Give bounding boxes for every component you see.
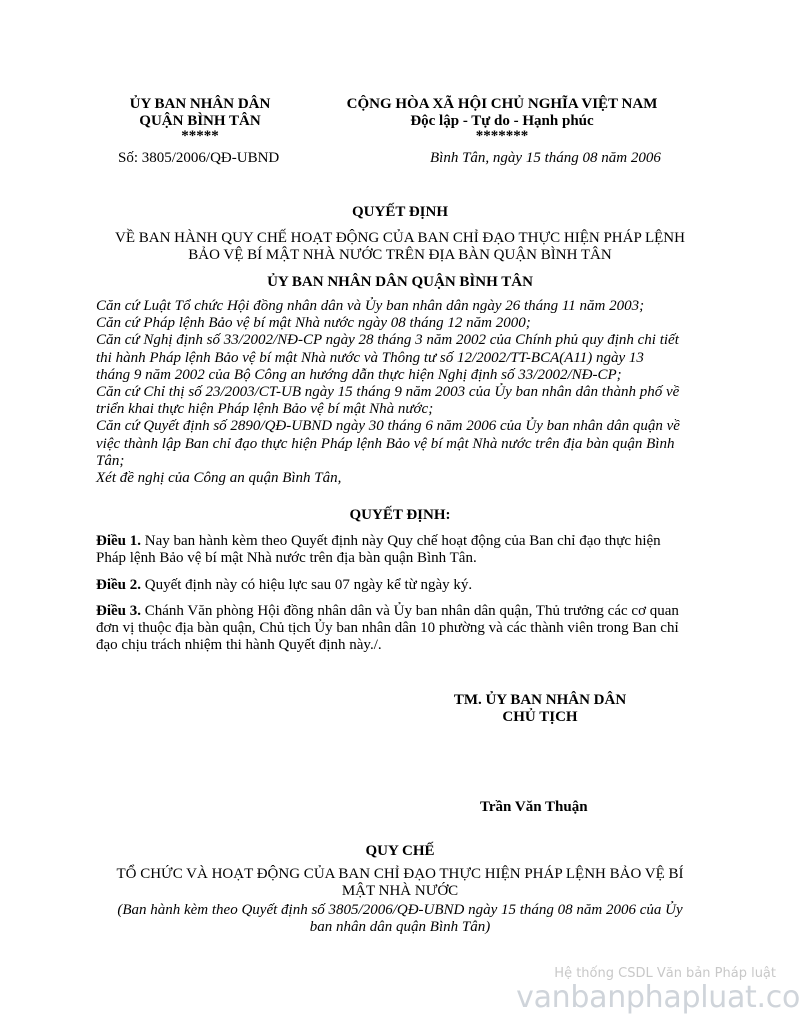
decision-subject-line1: VỀ BAN HÀNH QUY CHẾ HOẠT ĐỘNG CỦA BAN CHỈ ĐẠO THỰC HIỆN PHÁP LỆNH (115, 230, 685, 246)
article-1 (96, 533, 708, 567)
decision-subject (80, 230, 720, 264)
signer-position: CHỦ TỊCH (502, 709, 578, 725)
regulation-note-line1: (Ban hành kèm theo Quyết định số 3805/2006/QĐ-UBND ngày 15 tháng 08 năm 2006 của Ủy (117, 902, 683, 918)
country-name: CỘNG HÒA XÃ HỘI CHỦ NGHĨA VIỆT NAM (346, 96, 658, 112)
legal-basis-line: Căn cứ Pháp lệnh Bảo vệ bí mật Nhà nước ngày 08 tháng 12 năm 2000; (96, 315, 531, 332)
regulation-subject (90, 866, 710, 900)
signer-name: Trần Văn Thuận (480, 799, 588, 815)
legal-basis-line: Căn cứ Luật Tổ chức Hội đồng nhân dân và Ủy ban nhân dân ngày 26 tháng 11 năm 2003; (96, 298, 645, 314)
article-text: Nay ban hành kèm theo Quyết định này Quy chế hoạt động của Ban chỉ đạo thực hiện (141, 533, 661, 549)
issuing-agency-block (95, 96, 305, 143)
national-title-block (322, 96, 682, 143)
agency-stars: ***** (181, 128, 219, 144)
document-number: Số: 3805/2006/QĐ-UBND (118, 150, 280, 166)
agency-name-line2: QUẬN BÌNH TÂN (139, 113, 261, 129)
article-text: đạo chịu trách nhiệm thi hành Quyết định này./. (96, 637, 382, 654)
decision-subject-line2: BẢO VỆ BÍ MẬT NHÀ NƯỚC TRÊN ĐỊA BÀN QUẬN BÌNH TÂN (188, 247, 612, 263)
article-label: Điều 2. (96, 577, 141, 593)
decision-heading: QUYẾT ĐỊNH: (349, 507, 451, 523)
legal-basis-line: triển khai thực hiện Pháp lệnh Bảo vệ bí mật Nhà nước; (96, 401, 434, 418)
article-label: Điều 3. (96, 603, 141, 619)
regulation-note-line2: ban nhân dân quận Bình Tân) (309, 919, 491, 935)
legal-basis-line: Xét đề nghị của Công an quận Bình Tân, (96, 470, 342, 487)
regulation-note (90, 902, 710, 936)
watermark-site: vanbanphapluat.co (516, 980, 800, 1015)
signature-block (430, 692, 650, 726)
legal-basis-line: thi hành Pháp lệnh Bảo vệ bí mật Nhà nước và Thông tư số 12/2002/TT-BCA(A11) ngày 13 (96, 349, 644, 366)
regulation-subject-line2: MẬT NHÀ NƯỚC (341, 883, 459, 899)
article-text: Chánh Văn phòng Hội đồng nhân dân và Ủy ban nhân dân quận, Thủ trưởng các cơ quan (141, 603, 679, 619)
watermark-caption: Hệ thống CSDL Văn bản Pháp luật (554, 966, 776, 981)
article-label: Điều 1. (96, 533, 141, 549)
motto-stars: ******* (475, 128, 529, 144)
legal-basis-line: Tân; (96, 452, 125, 469)
legal-basis-line: Căn cứ Nghị định số 33/2002/NĐ-CP ngày 28 tháng 3 năm 2002 của Chính phủ quy định chi tiết (96, 332, 679, 349)
legal-bases (96, 298, 708, 487)
legal-basis-line: việc thành lập Ban chỉ đạo thực hiện Pháp lệnh Bảo vệ bí mật Nhà nước trên địa bàn quận Bình (96, 435, 675, 452)
agency-name-line1: ỦY BAN NHÂN DÂN (129, 96, 271, 112)
decision-title: QUYẾT ĐỊNH (352, 204, 448, 220)
signer-on-behalf: TM. ỦY BAN NHÂN DÂN (453, 692, 627, 708)
document-date: Bình Tân, ngày 15 tháng 08 năm 2006 (430, 150, 661, 166)
regulation-title: QUY CHẾ (365, 843, 435, 859)
issuing-authority: ỦY BAN NHÂN DÂN QUẬN BÌNH TÂN (267, 274, 533, 290)
national-motto: Độc lập - Tự do - Hạnh phúc (410, 113, 594, 129)
legal-basis-line: Căn cứ Quyết định số 2890/QĐ-UBND ngày 30 tháng 6 năm 2006 của Ủy ban nhân dân quận về (96, 418, 680, 435)
article-text: Quyết định này có hiệu lực sau 07 ngày kể từ ngày ký. (141, 577, 473, 593)
legal-basis-line: tháng 9 năm 2002 của Bộ Công an hướng dẫn thực hiện Nghị định số 33/2002/NĐ-CP; (96, 366, 622, 383)
article-3 (96, 603, 708, 655)
regulation-subject-line1: TỔ CHỨC VÀ HOẠT ĐỘNG CỦA BAN CHỈ ĐẠO THỰC HIỆN PHÁP LỆNH BẢO VỆ BÍ (116, 866, 684, 882)
legal-basis-line: Căn cứ Chỉ thị số 23/2003/CT-UB ngày 15 tháng 9 năm 2003 của Ủy ban nhân dân thành phố về (96, 384, 680, 401)
article-text: Pháp lệnh Bảo vệ bí mật Nhà nước trên địa bàn quận Bình Tân. (96, 550, 477, 567)
article-text: đơn vị thuộc địa bàn quận, Chủ tịch Ủy ban nhân dân 10 phường và các thành viên trong Ban chỉ (96, 620, 679, 637)
article-2 (96, 577, 708, 594)
